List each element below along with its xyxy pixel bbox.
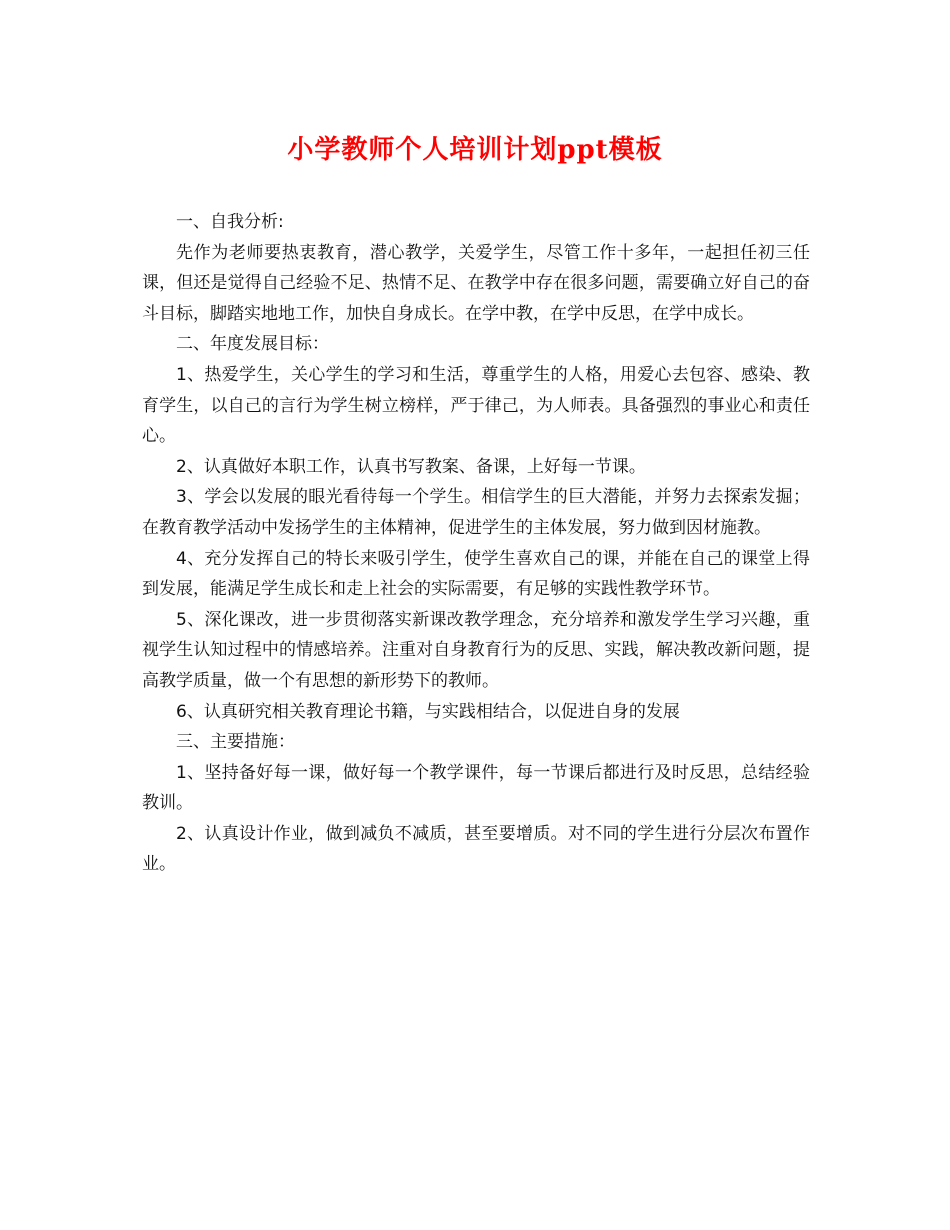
section-heading-self-analysis: 一、自我分析:	[176, 212, 284, 232]
goal-item-4: 4、充分发挥自己的特长来吸引学生，使学生喜欢自己的课，并能在自己的课堂上得到发展，能满足学生成长和走上社会的实际需要，有足够的实践性教学环节。	[142, 548, 810, 600]
goal-item-2: 2、认真做好本职工作，认真书写教案、备课，上好每一节课。	[176, 456, 646, 477]
document-body	[142, 207, 810, 880]
paragraph-self-analysis: 先作为老师要热衷教育，潜心教学，关爱学生，尽管工作十多年，一起担任初三任课，但还是觉得自己经验不足、热情不足、在教学中存在很多问题，需要确立好自己的奋斗目标，脚踏实地地工作，加快自身成长。在学中教，在学中反思，在学中成长。	[142, 242, 810, 324]
section-heading-annual-goals: 二、年度发展目标：	[176, 334, 329, 355]
section-heading-main-measures: 三、主要措施：	[176, 732, 295, 753]
goal-item-5: 5、深化课改，进一步贯彻落实新课改教学理念，充分培养和激发学生学习兴趣，重视学生认知过程中的情感培养。注重对自身教育行为的反思、实践，解决教改新问题，提高教学质量，做一个有思想的新形势下的教师。	[142, 609, 810, 691]
goal-item-3: 3、学会以发展的眼光看待每一个学生。相信学生的巨大潜能，并努力去探索发掘；在教育教学活动中发扬学生的主体精神，促进学生的主体发展，努力做到因材施教。	[142, 487, 810, 538]
document-title: 小学教师个人培训计划ppt模板	[287, 135, 663, 165]
measure-item-1: 1、坚持备好每一课，做好每一个教学课件，每一节课后都进行及时反思，总结经验教训。	[142, 762, 810, 814]
measure-item-2: 2、认真设计作业，做到减负不减质，甚至要增质。对不同的学生进行分层次布置作业。	[142, 823, 810, 875]
goal-item-6: 6、认真研究相关教育理论书籍，与实践相结合，以促进自身的发展	[176, 701, 680, 722]
goal-item-1: 1、热爱学生，关心学生的学习和生活，尊重学生的人格，用爱心去包容、感染、教育学生，以自己的言行为学生树立榜样，严于律己，为人师表。具备强烈的事业心和责任心。	[142, 364, 810, 447]
